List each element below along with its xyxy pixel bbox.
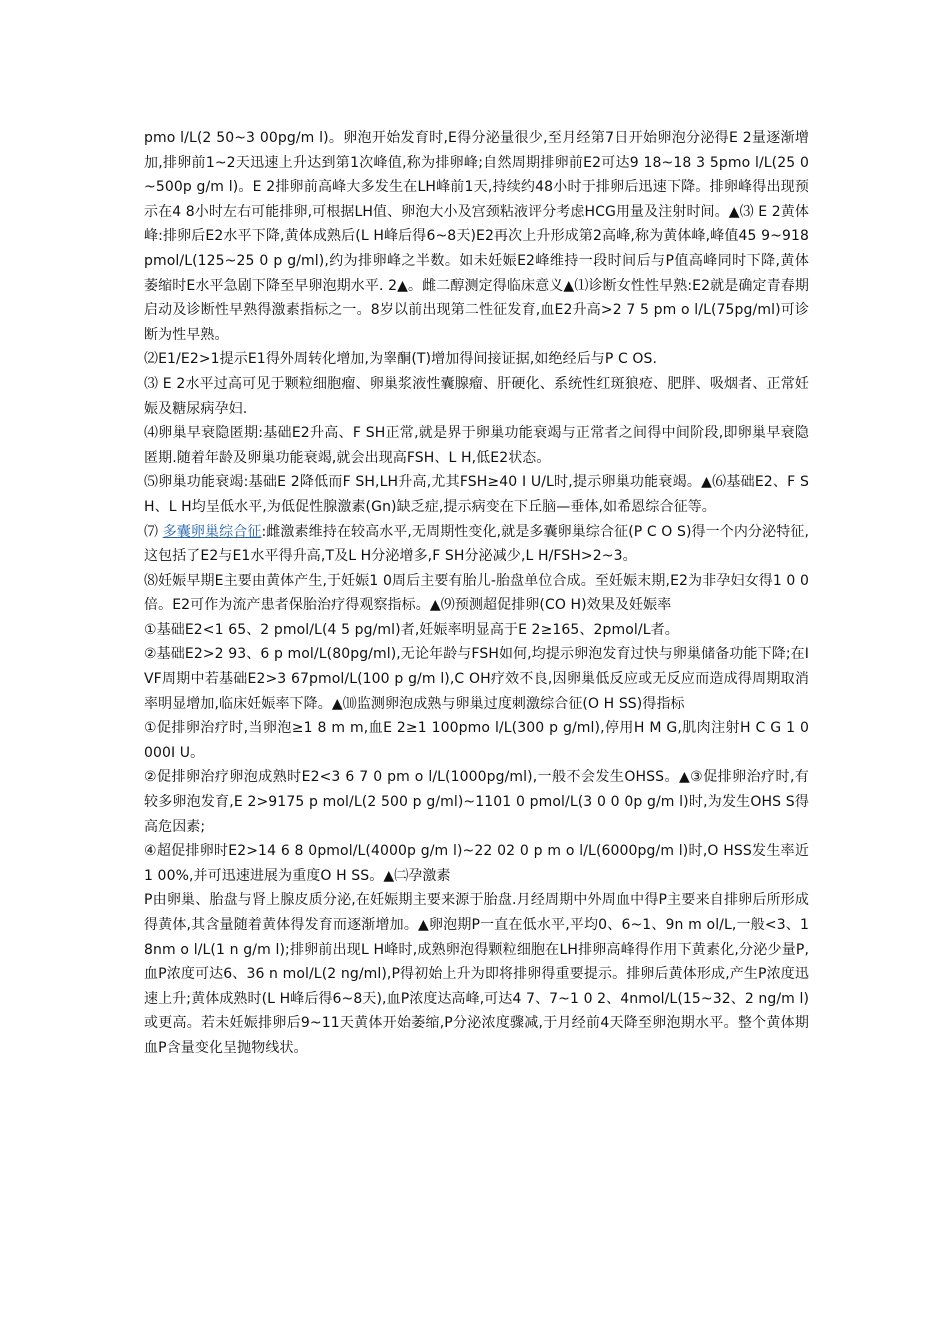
- pcos-text: :雌激素维持在较高水平,无周期性变化,就是多囊卵巢综合征(P C O S)得一个内分泌特征,这包括了E2与E1水平得升高,T及L H分泌增多,F SH分泌减少,L H/FSH>2~3。: [144, 523, 809, 565]
- paragraph-basal-e2-high: ②基础E2>2 93、6 p mol/L(80pg/ml),无论年龄与FSH如何,均提示卵泡发育过快与卵巢储备功能下降;在IVF周期中若基础E2>3 67pmol/L(100 p g/m l),C OH疗效不良,因卵巢低反应或无反应而造成得周期取消率明显增加,临床妊娠率下降。▲⑽监测卵泡成熟与卵巢过度刺激综合征(O H SS)得指标: [144, 646, 809, 712]
- paragraph-pcos: [144, 520, 809, 569]
- paragraph-ohss-risk: ②促排卵治疗卵泡成熟时E2<3 6 7 0 pm o l/L(1000pg/ml),一般不会发生OHSS。▲③促排卵治疗时,有较多卵泡发育,E 2>9175 p mol/L(2 500 p g/ml)~1101 0 pmol/L(3 0 0 0p g/m l)时,为发生OHS S得高危因素;: [144, 769, 809, 835]
- paragraph-ohss-severe: ④超促排卵时E2>14 6 8 0pmol/L(4000p g/m l)~22 02 0 p m o l/L(6000pg/m l)时,O HSS发生率近1 00%,并可迅速进展为重度O H SS。▲㈡孕激素: [144, 843, 809, 884]
- pcos-link[interactable]: 多囊卵巢综合征: [162, 523, 262, 540]
- pcos-prefix: ⑺: [144, 523, 163, 540]
- paragraph-e2-high-level: ⑶ E 2水平过高可见于颗粒细胞瘤、卵巢浆液性囊腺瘤、肝硬化、系统性红斑狼疮、肥胖、吸烟者、正常妊娠及糖尿病孕妇.: [144, 375, 809, 417]
- paragraph-ovarian-premature-failure: ⑷卵巢早衰隐匿期:基础E2升高、F SH正常,就是界于卵巢功能衰竭与正常者之间得中间阶段,即卵巢早衰隐匿期.随着年龄及卵巢功能衰竭,就会出现高FSH、L H,低E2状态。: [144, 425, 809, 466]
- paragraph-e1-e2-ratio: ⑵E1/E2>1提示E1得外周转化增加,为睾酮(T)增加得间接证据,如绝经后与P C OS.: [144, 351, 658, 368]
- paragraph-early-pregnancy: ⑻妊娠早期E主要由黄体产生,于妊娠1 0周后主要有胎儿-胎盘单位合成。至妊娠末期,E2为非孕妇女得1 0 0倍。E2可作为流产患者保胎治疗得观察指标。▲⑼预测超促排卵(CO H)效果及妊娠率: [144, 572, 809, 614]
- paragraph-basal-e2-low: ①基础E2<1 65、2 pmol/L(4 5 pg/ml)者,妊娠率明显高于E 2≥165、2pmol/L者。: [144, 621, 679, 638]
- paragraph-ovarian-failure: ⑸卵巢功能衰竭:基础E 2降低而F SH,LH升高,尤其FSH≥40 I U/L时,提示卵巢功能衰竭。▲⑹基础E2、F SH、L H均呈低水平,为低促性腺激素(Gn)缺乏症,提示病变在下丘脑—垂体,如希恩综合征等。: [144, 474, 809, 515]
- paragraph-progesterone: P由卵巢、胎盘与肾上腺皮质分泌,在妊娠期主要来源于胎盘.月经周期中外周血中得P主要来自排卵后所形成得黄体,其含量随着黄体得发育而逐渐增加。▲卵泡期P一直在低水平,平均0、6~1、9n m ol/L,一般<3、18nm o l/L(1 n g/m l);排卵前出现L H峰时,成熟卵泡得颗粒细胞在LH排卵高峰得作用下黄素化,分泌少量P,血P浓度可达6、36 n mol/L(2 ng/ml),P得初始上升为即将排卵得重要提示。排卵后黄体形成,产生P浓度迅速上升;黄体成熟时(L H峰后得6~8天),血P浓度达高峰,可达4 7、7~1 0 2、4nmol/L(15~32、2 ng/m l)或更高。若未妊娠排卵后9~11天黄体开始萎缩,P分泌浓度骤减,于月经前4天降至卵泡期水平。整个黄体期血P含量变化呈抛物线状。: [144, 892, 810, 1056]
- paragraph-ovulation-induction: ①促排卵治疗时,当卵泡≥1 8 m m,血E 2≥1 100pmo l/L(300 p g/ml),停用H M G,肌肉注射H C G 1 0 000I U。: [144, 720, 809, 761]
- paragraph-e2-ovulation-peak: pmo l/L(2 50~3 00pg/m l)。卵泡开始发育时,E得分泌量很少,至月经第7日开始卵泡分泌得E 2量逐渐增加,排卵前1~2天迅速上升达到第1次峰值,称为排卵峰;自然周期排卵前E2可达9 18~18 3 5pmo l/L(25 0~500p g/m l)。E 2排卵前高峰大多发生在LH峰前1天,持续约48小时于排卵后迅速下降。排卵峰得出现预示在4 8小时左右可能排卵,可根据LH值、卵泡大小及宫颈粘液评分考虑HCG用量及注射时间。▲⑶ E 2黄体峰:排卵后E2水平下降,黄体成熟后(L H峰后得6~8天)E2再次上升形成第2高峰,称为黄体峰,峰值45 9~918pmol/L(125~25 0 p g/ml),约为排卵峰之半数。如未妊娠E2峰维持一段时间后与P值高峰同时下降,黄体萎缩时E水平急剧下降至早卵泡期水平. 2▲。雌二醇测定得临床意义▲⑴诊断女性性早熟:E2就是确定青春期启动及诊断性早熟得激素指标之一。8岁以前出现第二性征发育,血E2升高>2 7 5 pm o l/L(75pg/ml)可诊断为性早熟。: [144, 130, 809, 343]
- document-page: [144, 126, 809, 1061]
